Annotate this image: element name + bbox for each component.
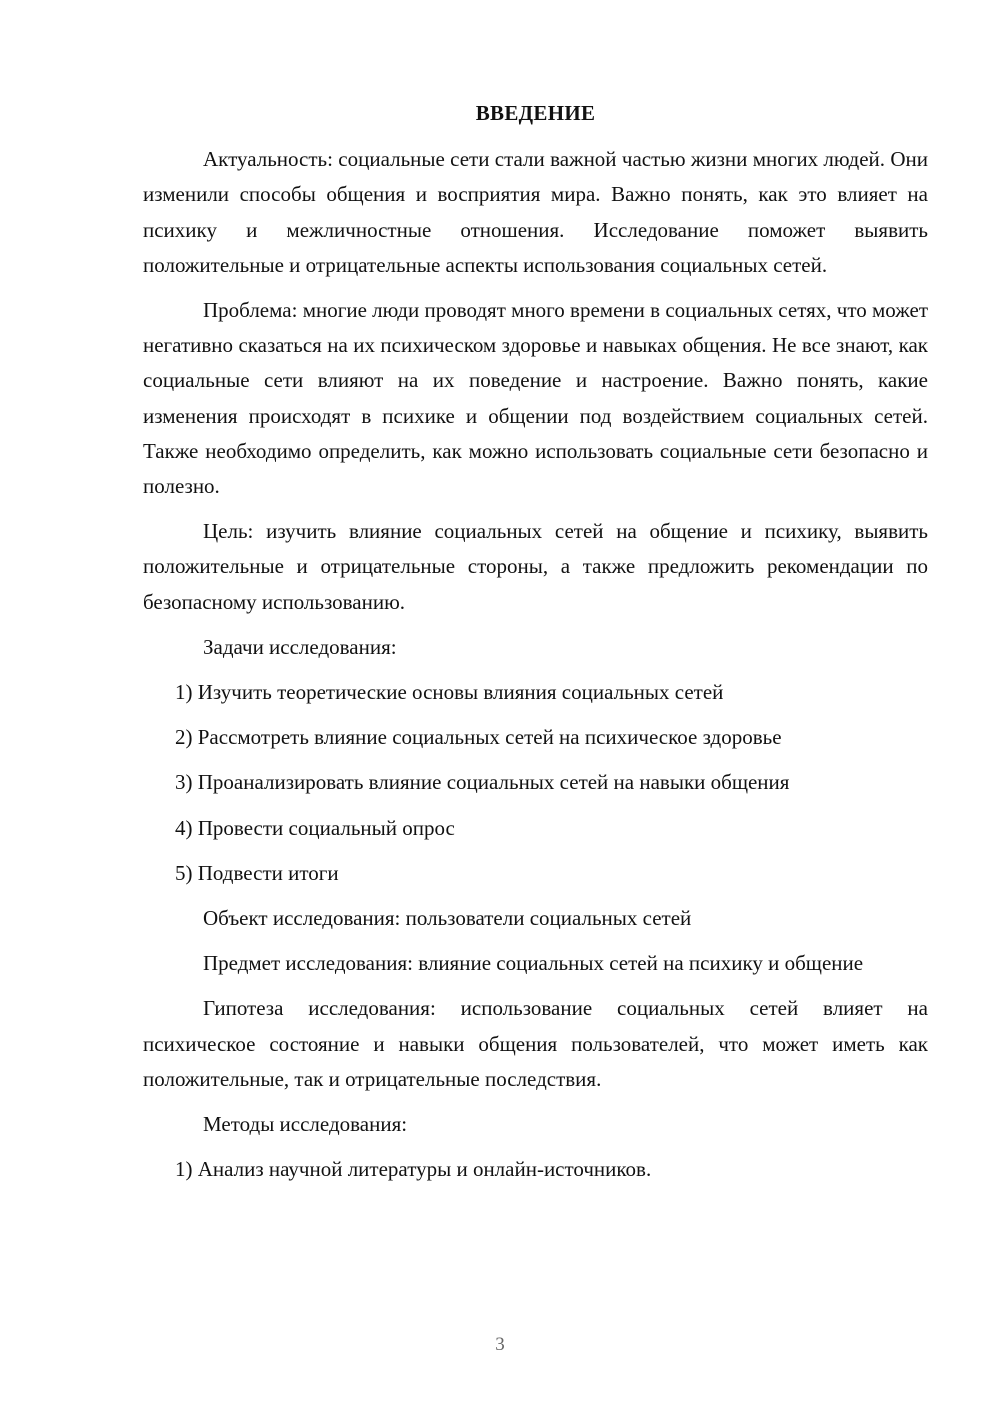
page-title: ВВЕДЕНИЕ (475, 101, 596, 125)
task-item: 3) Проанализировать влияние социальных сетей на навыки общения (175, 770, 790, 795)
relevance-paragraph: Актуальность: социальные сети стали важной частью жизни многих людей. Они изменили способы общения и восприятия мира. Важно понять, как это влияет на психику и межличностные отношения. Исследование поможет выявить положительные и отрицательные аспекты использования социальных сетей. (143, 147, 928, 277)
task-item: 4) Провести социальный опрос (175, 815, 455, 840)
problem-paragraph: Проблема: многие люди проводят много времени в социальных сетях, что может негативно сказаться на их психическом здоровье и навыках общения. Не все знают, как социальные сети влияют на их поведение и настроение. Важно понять, какие изменения происходят в психике и общении под воздействием социальных сетей. Также необходимо определить, как можно использовать социальные сети безопасно и полезно. (143, 298, 928, 499)
page-number: 3 (495, 1334, 505, 1355)
task-item: 1) Изучить теоретические основы влияния социальных сетей (175, 680, 724, 705)
tasks-label: Задачи исследования: (203, 634, 397, 659)
task-item: 2) Рассмотреть влияние социальных сетей на психическое здоровье (175, 725, 782, 750)
task-item: 5) Подвести итоги (175, 860, 339, 885)
object-paragraph: Объект исследования: пользователи социальных сетей (203, 906, 692, 931)
methods-label: Методы исследования: (203, 1112, 408, 1137)
method-item: 1) Анализ научной литературы и онлайн-источников. (175, 1157, 652, 1182)
document-page (143, 96, 928, 1197)
hypothesis-paragraph: Гипотеза исследования: использование социальных сетей влияет на психическое состояние и навыки общения пользователей, что может иметь как положительные, так и отрицательные последствия. (143, 996, 928, 1091)
goal-paragraph: Цель: изучить влияние социальных сетей на общение и психику, выявить положительные и отрицательные стороны, а также предложить рекомендации по безопасному использованию. (143, 519, 928, 614)
subject-paragraph: Предмет исследования: влияние социальных сетей на психику и общение (203, 951, 864, 976)
